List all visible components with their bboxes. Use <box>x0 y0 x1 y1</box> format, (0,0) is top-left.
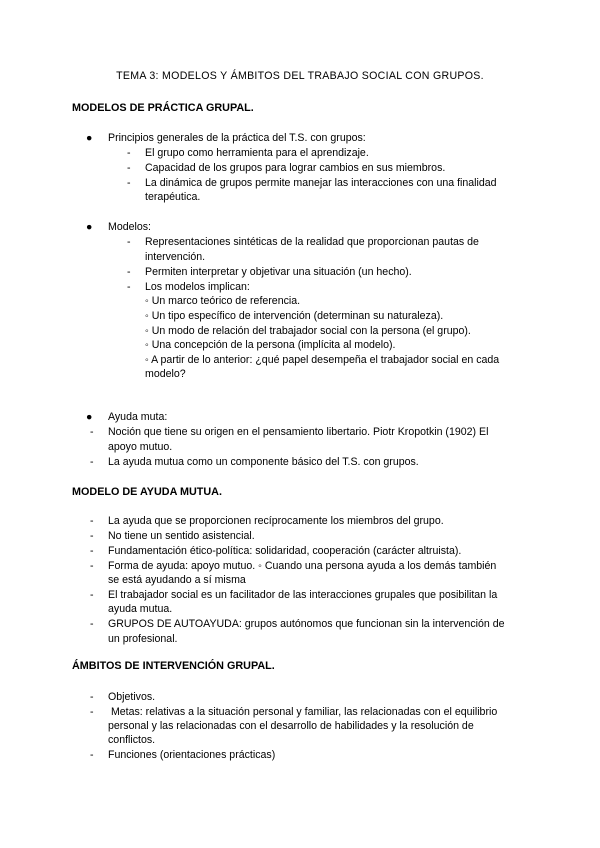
list-item-continuation: apoyo mutuo. <box>108 441 173 453</box>
list-item-continuation: personal y las relacionadas con el desarrollo de habilidades y la resolución de <box>108 720 474 732</box>
list-item: No tiene un sentido asistencial. <box>108 530 255 542</box>
dash-icon: - <box>127 236 131 248</box>
list-item: GRUPOS DE AUTOAYUDA: grupos autónomos que funcionan sin la intervención de <box>108 618 505 630</box>
dash-icon: - <box>127 281 131 293</box>
list-item-continuation: se está ayudando a sí misma <box>108 574 246 586</box>
dash-icon: - <box>90 560 94 572</box>
list-item: Fundamentación ético-política: solidaridad, cooperación (carácter altruista). <box>108 545 462 557</box>
bullet-icon: ● <box>86 132 93 144</box>
dash-icon: - <box>90 530 94 542</box>
list-item-continuation: terapéutica. <box>145 191 201 203</box>
dash-icon: - <box>90 545 94 557</box>
sub-item-continuation: modelo? <box>145 368 186 380</box>
list-item: El grupo como herramienta para el aprendizaje. <box>145 147 369 159</box>
sub-item: ◦ A partir de lo anterior: ¿qué papel desempeña el trabajador social en cada <box>145 354 500 366</box>
dash-icon: - <box>127 147 131 159</box>
list-item: La ayuda que se proporcionen recíprocamente los miembros del grupo. <box>108 515 444 527</box>
dash-icon: - <box>90 589 94 601</box>
list-item: El trabajador social es un facilitador de las interacciones grupales que posibilitan la <box>108 589 498 601</box>
list-item: Permiten interpretar y objetivar una situación (un hecho). <box>145 266 412 278</box>
section-heading-ayuda-mutua: MODELO DE AYUDA MUTUA. <box>72 486 222 498</box>
list-item: Representaciones sintéticas de la realidad que proporcionan pautas de <box>145 236 479 248</box>
ayuda-label: Ayuda muta: <box>108 411 168 423</box>
dash-icon: - <box>127 266 131 278</box>
principios-label: Principios generales de la práctica del T.S. con grupos: <box>108 132 366 144</box>
section-heading-ambitos: ÁMBITOS DE INTERVENCIÓN GRUPAL. <box>72 660 275 672</box>
list-item: Capacidad de los grupos para lograr cambios en sus miembros. <box>145 162 446 174</box>
list-item: La ayuda mutua como un componente básico del T.S. con grupos. <box>108 456 419 468</box>
list-item: Noción que tiene su origen en el pensamiento libertario. Piotr Kropotkin (1902) El <box>108 426 489 438</box>
list-item-continuation: intervención. <box>145 251 206 263</box>
dash-icon: - <box>90 618 94 630</box>
dash-icon: - <box>90 426 94 438</box>
sub-item: ◦ Un modo de relación del trabajador social con la persona (el grupo). <box>145 325 471 337</box>
sub-item: ◦ Un marco teórico de referencia. <box>145 295 301 307</box>
list-item-continuation: conflictos. <box>108 734 156 746</box>
document-title: TEMA 3: MODELOS Y ÁMBITOS DEL TRABAJO SOCIAL CON GRUPOS. <box>116 70 484 82</box>
list-item: Objetivos. <box>108 691 156 703</box>
dash-icon: - <box>127 177 131 189</box>
list-item: Funciones (orientaciones prácticas) <box>108 749 276 761</box>
list-item-continuation: un profesional. <box>108 633 178 645</box>
dash-icon: - <box>90 456 94 468</box>
dash-icon: - <box>90 515 94 527</box>
list-item-continuation: ayuda mutua. <box>108 603 173 615</box>
dash-icon: - <box>90 706 94 718</box>
dash-icon: - <box>90 691 94 703</box>
dash-icon: - <box>90 749 94 761</box>
sub-item: ◦ Un tipo específico de intervención (determinan su naturaleza). <box>145 310 444 322</box>
bullet-icon: ● <box>86 411 93 423</box>
list-item: Forma de ayuda: apoyo mutuo. ◦ Cuando una persona ayuda a los demás también <box>108 560 497 572</box>
list-item: La dinámica de grupos permite manejar las interacciones con una finalidad <box>145 177 497 189</box>
section-heading-modelos-practica: MODELOS DE PRÁCTICA GRUPAL. <box>72 102 254 114</box>
sub-item: ◦ Una concepción de la persona (implícita al modelo). <box>145 339 396 351</box>
dash-icon: - <box>127 162 131 174</box>
list-item: Metas: relativas a la situación personal y familiar, las relacionadas con el equilibrio <box>108 706 498 718</box>
bullet-icon: ● <box>86 221 93 233</box>
list-item: Los modelos implican: <box>145 281 250 293</box>
modelos-label: Modelos: <box>108 221 151 233</box>
